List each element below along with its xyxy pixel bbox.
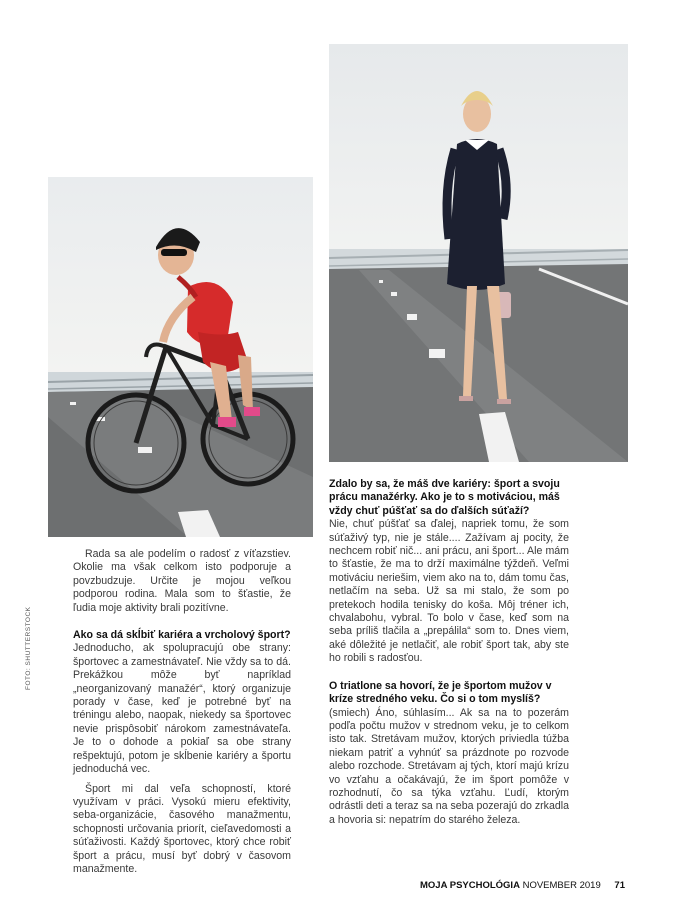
cyclist-photo: [48, 177, 313, 537]
right-paragraph-2: (smiech) Áno, súhlasím... Ak sa na to pozerám podľa počtu mužov v strednom veku, je to celkom isto tak. Stretávam mužov, ktorých priviedla túžba niekam patriť a vyhnúť sa prázdnote po rozvode alebo rozchode. Stretávam aj tých, ktorí majú krízu vo vzťahu a očakávajú, že im šport pomôže v rozhodnutí, čo sa týka vzťahu. Ľudí, ktorým odrástli deti a teraz sa na seba pozerajú do zrkadla a hovoria si: nepatrím do starého železa.: [329, 706, 569, 826]
right-paragraph-1: Nie, chuť púšťať sa ďalej, napriek tomu, že som súťaživý typ, nie je stále.... Zažívam aj pocity, že nechcem robiť nič... ani prácu, ani šport... Ale mám to šťastie, že ma to drží maximálne týždeň. Veľmi motiváciu neriešim, viem ako na to, dám tomu čas, netlačím na seba. Už sa mi stalo, že som po pretekoch hodila tenisky do koša. Môj tréner ich, chvalabohu, vybral. To bolo v čase, keď som na seba príliš tlačila a „prepálila“ som to. Dnes viem, aké dôležité je netlačiť, ale robiť šport tak, aby ste ho robili s radosťou.: [329, 518, 569, 665]
left-paragraph-2: Jednoducho, ak spolupracujú obe strany: športovec a zamestnávateľ. Nie vždy sa to dá. Prekážkou môže byť napríklad „neorganizovaný manažér“, ktorý organizuje porady v čase, keď je potrebné byť na tréningu alebo, naopak, niekedy sa športovec nevie prispôsobiť nárokom zamestnávateľa. Je to o dohode a pokiaľ sa obe strany rešpektujú, potom je skĺbenie kariéry a športu jednoduchá vec.: [73, 642, 291, 776]
right-text-column: [329, 478, 569, 827]
left-paragraph-1: Rada sa ale podelím o radosť z víťazstiev. Okolie ma však celkom isto podporuje a povzbudzuje. Určite je mojou veľkou podporou rodina. Mala som to šťastie, že ľudia moje aktivity brali pozitívne.: [73, 548, 291, 614]
left-paragraph-3: Šport mi dal veľa schopností, ktoré využívam v práci. Vysokú mieru efektivity, seba-organizácie, časového manažmentu, schopnosti určovania priorít, cieľavedomosti a súťaživosti. Každý športovec, ktorý chce robiť šport a prácu, musí byť dobrý v časovom manažmente.: [73, 782, 291, 875]
magazine-name: MOJA PSYCHOLÓGIA: [420, 880, 520, 891]
left-question-heading: Ako sa dá skĺbiť kariéra a vrcholový šport?: [73, 629, 291, 642]
right-question-heading-1: Zdalo by sa, že máš dve kariéry: šport a svoju prácu manažérky. Ako je to s motiváciou, máš vždy chuť púšťať sa do ďalších súťaží?: [329, 478, 560, 517]
photo-credit: FOTO: SHUTTERSTOCK: [25, 606, 32, 690]
woman-walking-photo: [329, 44, 628, 462]
page-number: 71: [614, 880, 625, 891]
issue-date: NOVEMBER 2019: [522, 880, 601, 891]
right-question-heading-2: O triatlone sa hovorí, že je športom mužov v kríze stredného veku. Čo si o tom myslíš?: [329, 679, 552, 706]
left-text-column: [73, 548, 291, 876]
page-footer: [420, 880, 625, 891]
